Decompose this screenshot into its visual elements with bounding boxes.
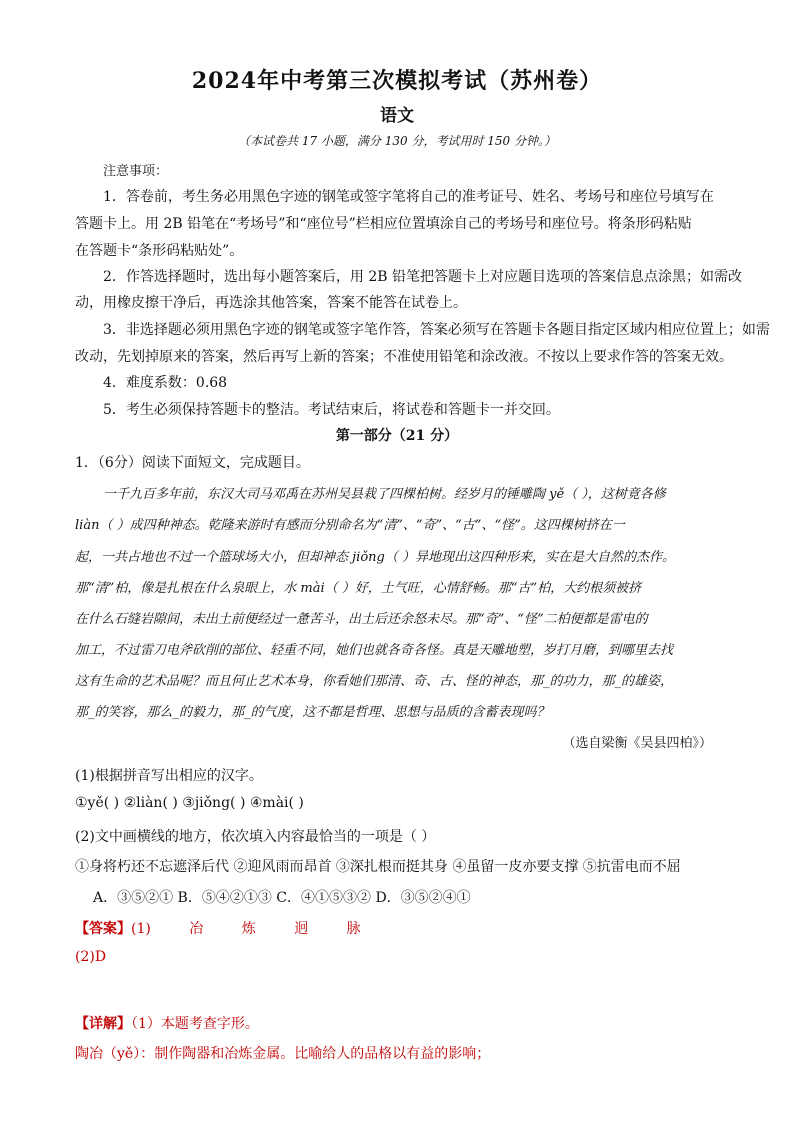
answer-char: 炼 xyxy=(241,921,256,937)
notice-line: 5．考生必须保持答题卡的整洁。考试结束后，将试卷和答题卡一并交回。 xyxy=(103,402,560,418)
question-stem: 1．（6分）阅读下面短文，完成题目。 xyxy=(75,455,310,471)
subquestion-1: (1)根据拼音写出相应的汉字。 xyxy=(75,768,263,784)
answer-part2: (2)D xyxy=(75,949,107,965)
explanation-label: 【详解】 xyxy=(75,1016,131,1032)
answer-char: 迥 xyxy=(294,921,309,937)
notice-line: 2．作答选择题时，选出每小题答案后，用 2B 铅笔把答题卡上对应题目选项的答案信息点涂黑；如需改 xyxy=(103,269,743,285)
phrase-options: ①身将朽还不忘遮泽后代 ②迎风雨而昂首 ③深扎根而挺其身 ④虽留一皮亦要支撑 ⑤抗雷电而不屈 xyxy=(75,859,681,875)
notice-line: 在答题卡“条形码粘贴处”。 xyxy=(75,243,244,259)
notice-heading: 注意事项： xyxy=(103,164,169,179)
answer-label: 【答案】 xyxy=(75,921,131,937)
passage-line: 那_的笑容，那么_的毅力，那_的气度，这不都是哲理、思想与品质的含蓄表现吗？ xyxy=(75,705,550,720)
explanation-line xyxy=(75,1013,725,1033)
pinyin-blanks: ①yě( ) ②liàn( ) ③jiǒng( ) ④mài( ) xyxy=(75,795,304,811)
notice-line: 动，用橡皮擦干净后，再选涂其他答案，答案不能答在试卷上。 xyxy=(75,295,467,311)
passage-line: liàn（ ）成四种神态。乾隆来游时有感而分别命名为“清”、“奇”、“古”、“怪”。这四棵树挤在一 xyxy=(75,518,625,533)
notice-line: 1．答卷前，考生务必用黑色字迹的钢笔或签字笔将自己的准考证号、姓名、考场号和座位号填写在 xyxy=(103,189,714,205)
explanation-detail: 陶冶（yě）：制作陶器和冶炼金属。比喻给人的品格以有益的影响； xyxy=(75,1046,491,1062)
answer-chars xyxy=(189,921,394,937)
passage-line: 在什么石缝岩隙间，未出土前便经过一惫苦斗，出土后还余怒未尽。那“奇”、“怪”二柏便都是雷电的 xyxy=(75,612,648,627)
section-title: 第一部分（21 分） xyxy=(335,428,459,444)
answer-part1-prefix: (1) xyxy=(131,921,151,937)
subquestion-2: (2)文中画横线的地方，依次填入内容最恰当的一项是（ ） xyxy=(75,829,436,845)
notice-line: 4．难度系数：0.68 xyxy=(103,375,228,391)
answer-line xyxy=(75,918,725,938)
passage-source: （选自梁衡《吴县四柏》） xyxy=(562,736,712,751)
notice-line: 答题卡上。用 2B 铅笔在“考场号”和“座位号”栏相应位置填涂自己的考场号和座位号。将条形码粘贴 xyxy=(75,216,692,232)
answer-char: 脉 xyxy=(346,921,361,937)
notice-line: 3．非选择题必须用黑色字迹的钢笔或签字笔作答，答案必须写在答题卡各题目指定区域内相应位置上；如需 xyxy=(103,322,770,338)
passage-line: 那“清”柏，像是扎根在什么泉眼上，水 mài（ ）好，土气旺，心情舒畅。那“古”柏，大约根须被挤 xyxy=(75,581,642,596)
answer-char: 冶 xyxy=(189,921,204,937)
passage-line: 加工，不过雷刀电斧砍削的部位、轻重不同，她们也就各奇各怪。真是天雕地塑，岁打月磨，到哪里去找 xyxy=(75,643,674,658)
page-title: 2024年中考第三次模拟考试（苏州卷） xyxy=(191,68,603,94)
subject-heading: 语文 xyxy=(380,106,414,126)
exam-info: （本试卷共 17 小题，满分 130 分，考试用时 150 分钟。） xyxy=(238,134,556,148)
passage-line: 一千九百多年前，东汉大司马邓禹在苏州吴县栽了四棵柏树。经岁月的锤雕陶 yě（ ），这树竟各修 xyxy=(103,487,666,502)
passage-line: 起，一共占地也不过一个篮球场大小，但却神态 jiǒng（ ）异地现出这四种形来，实在是大自然的杰作。 xyxy=(75,550,675,565)
notice-line: 改动，先划掉原来的答案，然后再写上新的答案；不准使用铅笔和涂改液。不按以上要求作答的答案无效。 xyxy=(75,349,733,365)
passage-line: 这有生命的艺术品呢？而且何止艺术本身，你看她们那清、奇、古、怪的神态，那_的功力，那_的雄姿， xyxy=(75,674,674,689)
choice-options: A．③⑤②① B．⑤④②①③ C．④①⑤③② D．③⑤②④① xyxy=(93,890,471,906)
explanation-text: （1）本题考查字形。 xyxy=(131,1016,259,1032)
